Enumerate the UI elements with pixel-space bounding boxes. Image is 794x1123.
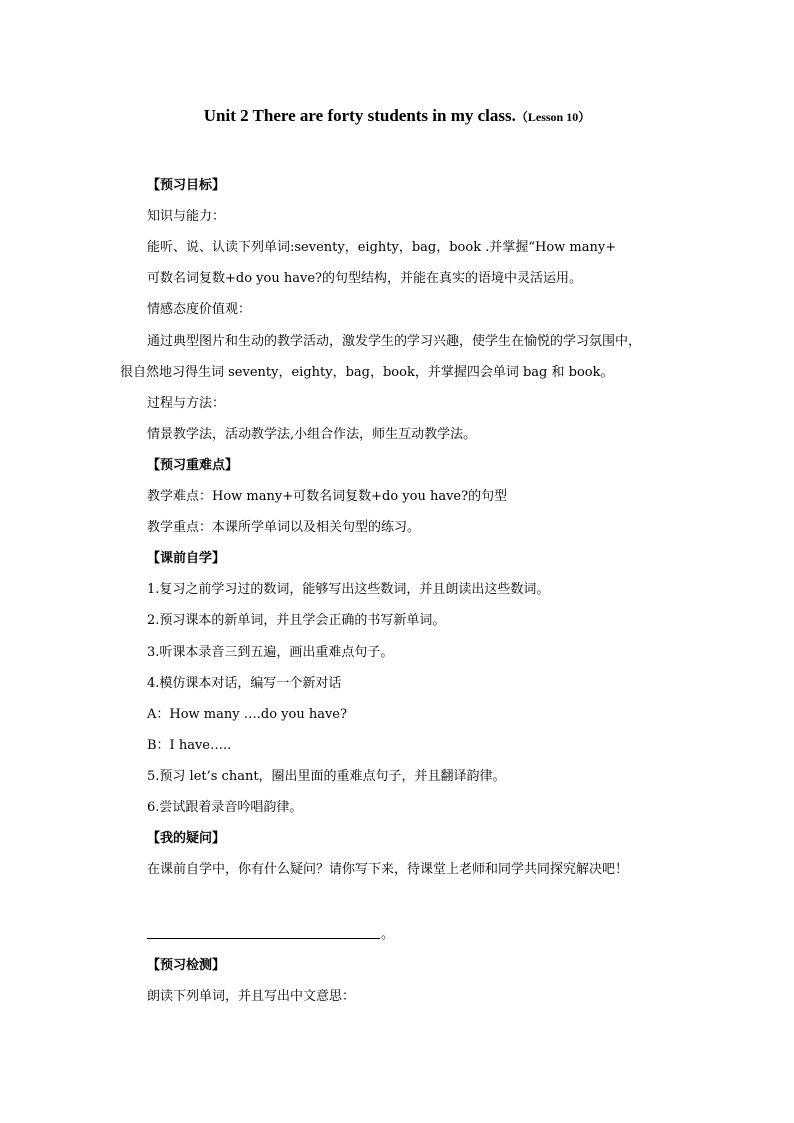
- text-difficult-point: 教学难点：How many+可数名词复数+do you have?的句型: [147, 489, 508, 504]
- text-vocabulary-goal-2: 可数名词复数+do you have?的句型结构，并能在真实的语境中灵活运用。: [147, 271, 582, 286]
- text-knowledge-ability: 知识与能力：: [147, 209, 226, 224]
- text-test-instruction: 朗读下列单词，并且写出中文意思：: [147, 989, 356, 1004]
- heading-preview-goals: 【预习目标】: [147, 178, 226, 193]
- list-item-5: 5.预习 let’s chant，圈出里面的重难点句子，并且翻译韵律。: [147, 769, 506, 784]
- list-item-2: 2.预习课本的新单词，并且学会正确的书写新单词。: [147, 613, 446, 628]
- text-methods: 情景教学法，活动教学法,小组合作法，师生互动教学法。: [147, 427, 477, 442]
- text-key-point: 教学重点：本课所学单词以及相关句型的练习。: [147, 520, 421, 535]
- heading-key-points: 【预习重难点】: [147, 458, 239, 473]
- list-item-4: 4.模仿课本对话，编写一个新对话: [147, 676, 342, 691]
- text-emotion-values: 情感态度价值观：: [147, 302, 252, 317]
- text-emotion-goal-1: 通过典型图片和生动的教学活动，激发学生的学习兴趣，使学生在愉悦的学习氛围中，: [147, 334, 642, 349]
- heading-self-study: 【课前自学】: [147, 551, 226, 566]
- list-item-3: 3.听课本录音三到五遍，画出重难点句子。: [147, 645, 394, 660]
- answer-blank-period: 。: [381, 927, 395, 942]
- list-item-6: 6.尝试跟着录音吟唱韵律。: [147, 800, 303, 815]
- title-lesson: （Lesson 10）: [515, 110, 591, 124]
- text-emotion-goal-2: 很自然地习得生词 seventy，eighty，bag，book，并掌握四会单词 bag 和 book。: [120, 365, 614, 380]
- text-questions-prompt: 在课前自学中，你有什么疑问？请你写下来，待课堂上老师和同学共同探究解决吧！: [147, 862, 629, 877]
- heading-my-questions: 【我的疑问】: [147, 831, 226, 846]
- document-title: [0, 106, 794, 126]
- dialogue-line-a: A：How many ….do you have?: [147, 707, 347, 722]
- list-item-1: 1.复习之前学习过的数词，能够写出这些数词，并且朗读出这些数词。: [147, 582, 550, 597]
- answer-blank-line[interactable]: [147, 922, 380, 939]
- text-process-method: 过程与方法：: [147, 396, 226, 411]
- heading-preview-test: 【预习检测】: [147, 958, 226, 973]
- text-vocabulary-goal-1: 能听、说、认读下列单词:seventy，eighty，bag，book .并掌握“How many+: [147, 240, 617, 255]
- title-main: Unit 2 There are forty students in my class.: [203, 106, 516, 125]
- dialogue-line-b: B：I have…..: [147, 738, 232, 753]
